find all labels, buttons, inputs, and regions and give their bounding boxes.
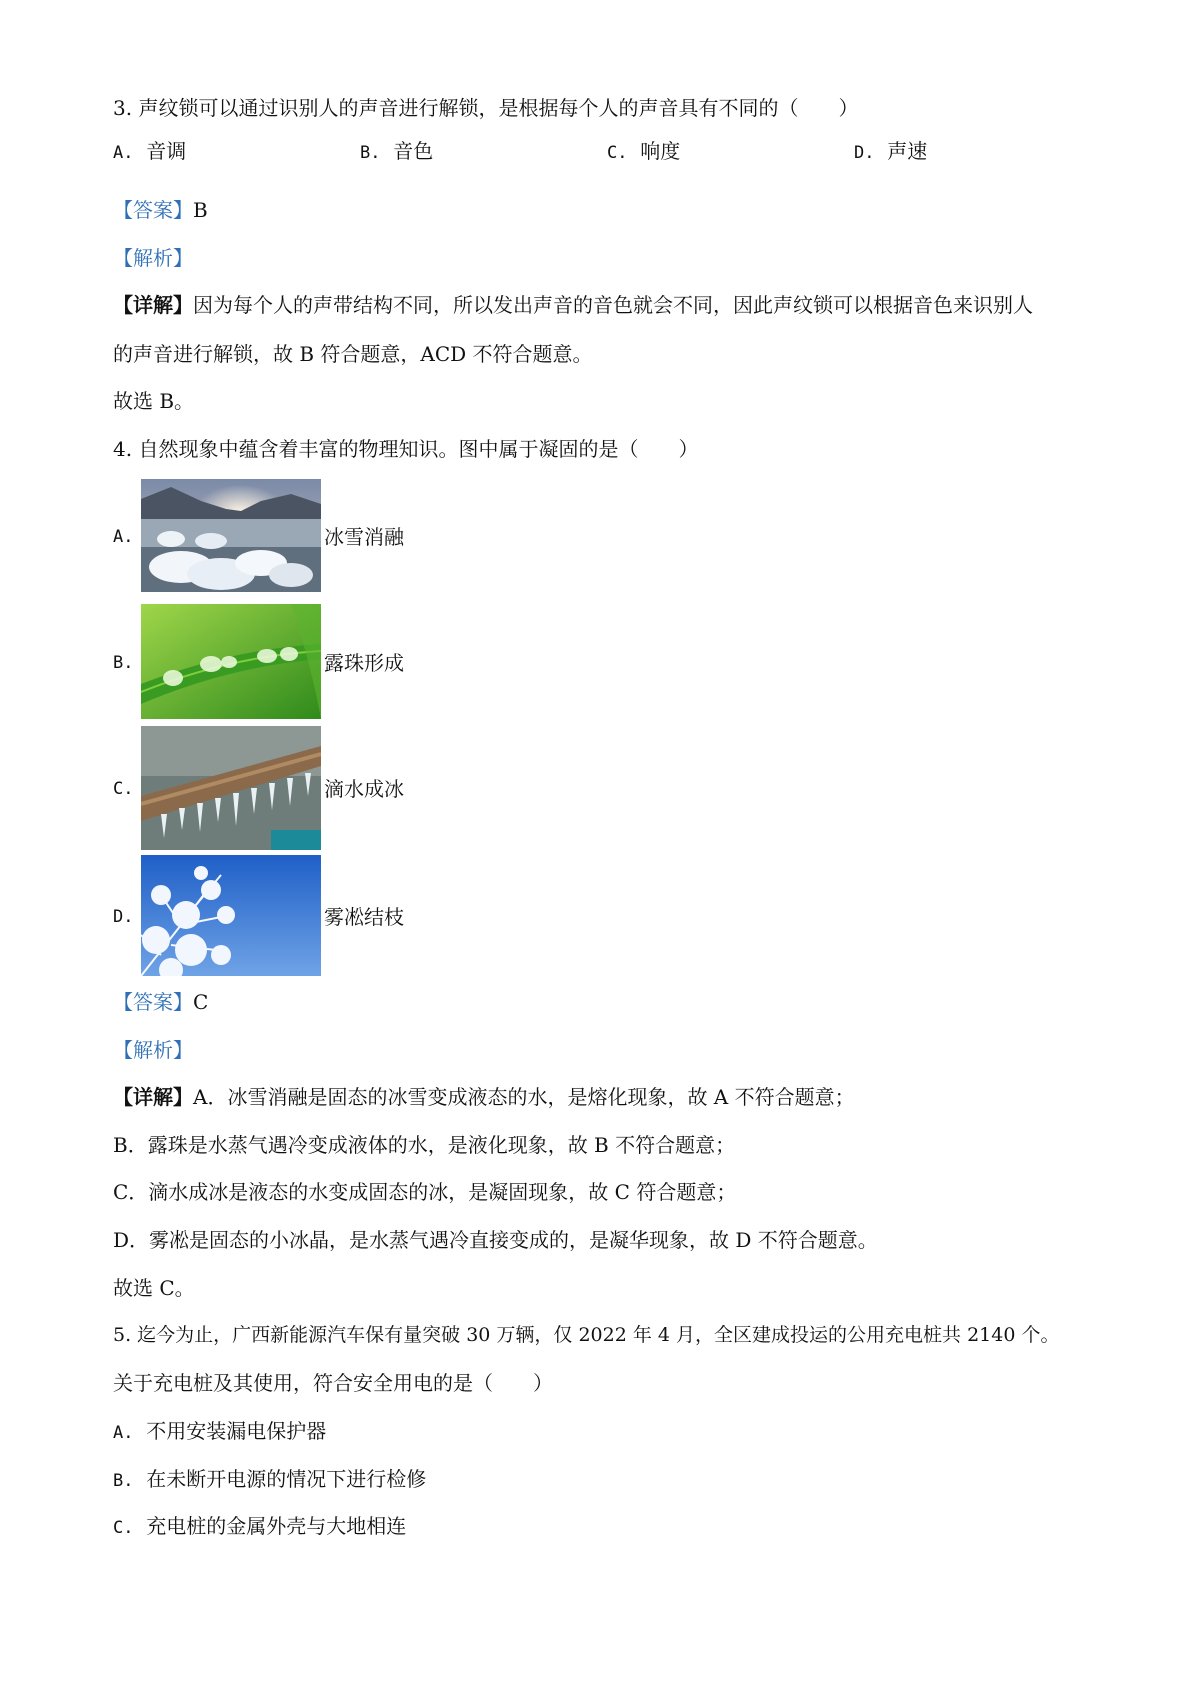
q3-detail-line-1 xyxy=(113,291,1033,319)
answer-tag: 【答案】 xyxy=(113,990,193,1014)
q3-detail-line-2: 的声音进行解锁，故 B 符合题意，ACD 不符合题意。 xyxy=(113,342,593,366)
rime-on-branches-photo xyxy=(141,855,321,976)
q3-conclusion: 故选 B。 xyxy=(113,389,195,413)
q5-option-c-letter: C. xyxy=(113,1518,134,1538)
q4-detail-line-b: B．露珠是水蒸气遇冷变成液体的水，是液化现象，故 B 不符合题意； xyxy=(113,1133,736,1157)
q3-analysis-tag: 【解析】 xyxy=(113,246,193,270)
q4-conclusion: 故选 C。 xyxy=(113,1276,195,1300)
q3-option-c-text: 响度 xyxy=(640,139,681,163)
q5-option-a xyxy=(113,1417,326,1447)
detail-tag: 【详解】 xyxy=(113,1085,193,1109)
q5-option-c-text: 充电桩的金属外壳与大地相连 xyxy=(146,1514,407,1538)
q3-option-d xyxy=(854,137,927,167)
q5-option-c xyxy=(113,1512,406,1542)
q3-option-b xyxy=(360,137,433,167)
q3-option-a-letter: A. xyxy=(113,143,134,163)
q4-option-b-label: 露珠形成 xyxy=(324,651,404,675)
answer-tag: 【答案】 xyxy=(113,198,193,222)
q4-option-d-letter: D. xyxy=(113,907,134,927)
q4-analysis-tag: 【解析】 xyxy=(113,1038,193,1062)
q3-option-c-letter: C. xyxy=(607,143,628,163)
q4-detail-line-c: C．滴水成冰是液态的水变成固态的冰，是凝固现象，故 C 符合题意； xyxy=(113,1180,737,1204)
q3-answer xyxy=(113,196,208,224)
icicles-on-branch-photo xyxy=(141,726,321,850)
q5-option-a-text: 不用安装漏电保护器 xyxy=(146,1419,327,1443)
q4-option-a-label: 冰雪消融 xyxy=(324,525,404,549)
q4-detail-line-d: D．雾凇是固态的小冰晶，是水蒸气遇冷直接变成的，是凝华现象，故 D 不符合题意。 xyxy=(113,1228,878,1252)
q3-option-d-letter: D. xyxy=(854,143,875,163)
detail-tag: 【详解】 xyxy=(113,293,193,317)
q4-answer xyxy=(113,988,208,1016)
melting-ice-lake-photo xyxy=(141,479,321,592)
q5-option-b-letter: B. xyxy=(113,1471,134,1491)
q4-stem: 4. 自然现象中蕴含着丰富的物理知识。图中属于凝固的是（ ） xyxy=(113,437,699,461)
q4-option-c-label: 滴水成冰 xyxy=(324,777,404,801)
q4-option-a-letter: A. xyxy=(113,527,134,547)
q3-options xyxy=(113,137,1013,165)
detail-text: A．冰雪消融是固态的冰雪变成液态的水，是熔化现象，故 A 不符合题意； xyxy=(193,1085,855,1109)
q3-option-a-text: 音调 xyxy=(146,139,187,163)
dew-drops-on-leaf-photo xyxy=(141,604,321,719)
q4-option-d-label: 雾凇结枝 xyxy=(324,905,404,929)
q4-option-b-letter: B. xyxy=(113,653,134,673)
q5-stem-line-2: 关于充电桩及其使用，符合安全用电的是（ ） xyxy=(113,1371,553,1395)
q5-stem-line-1: 5. 迄今为止，广西新能源汽车保有量突破 30 万辆，仅 2022 年 4 月，全区建成投运的公用充电桩共 2140 个。 xyxy=(113,1324,1060,1346)
q3-stem: 3. 声纹锁可以通过识别人的声音进行解锁，是根据每个人的声音具有不同的（ ） xyxy=(113,96,859,120)
q4-detail-line-a xyxy=(113,1083,855,1111)
q3-option-b-text: 音色 xyxy=(393,139,434,163)
answer-value: C xyxy=(193,990,209,1014)
q3-option-c xyxy=(607,137,680,167)
answer-value: B xyxy=(193,198,208,222)
q5-option-b-text: 在未断开电源的情况下进行检修 xyxy=(146,1467,427,1491)
q4-option-c-letter: C. xyxy=(113,779,134,799)
q3-option-d-text: 声速 xyxy=(887,139,928,163)
q3-option-b-letter: B. xyxy=(360,143,381,163)
q5-option-b xyxy=(113,1465,426,1495)
q5-option-a-letter: A. xyxy=(113,1423,134,1443)
q3-option-a xyxy=(113,137,186,167)
detail-text: 因为每个人的声带结构不同，所以发出声音的音色就会不同，因此声纹锁可以根据音色来识别人 xyxy=(193,293,1033,317)
